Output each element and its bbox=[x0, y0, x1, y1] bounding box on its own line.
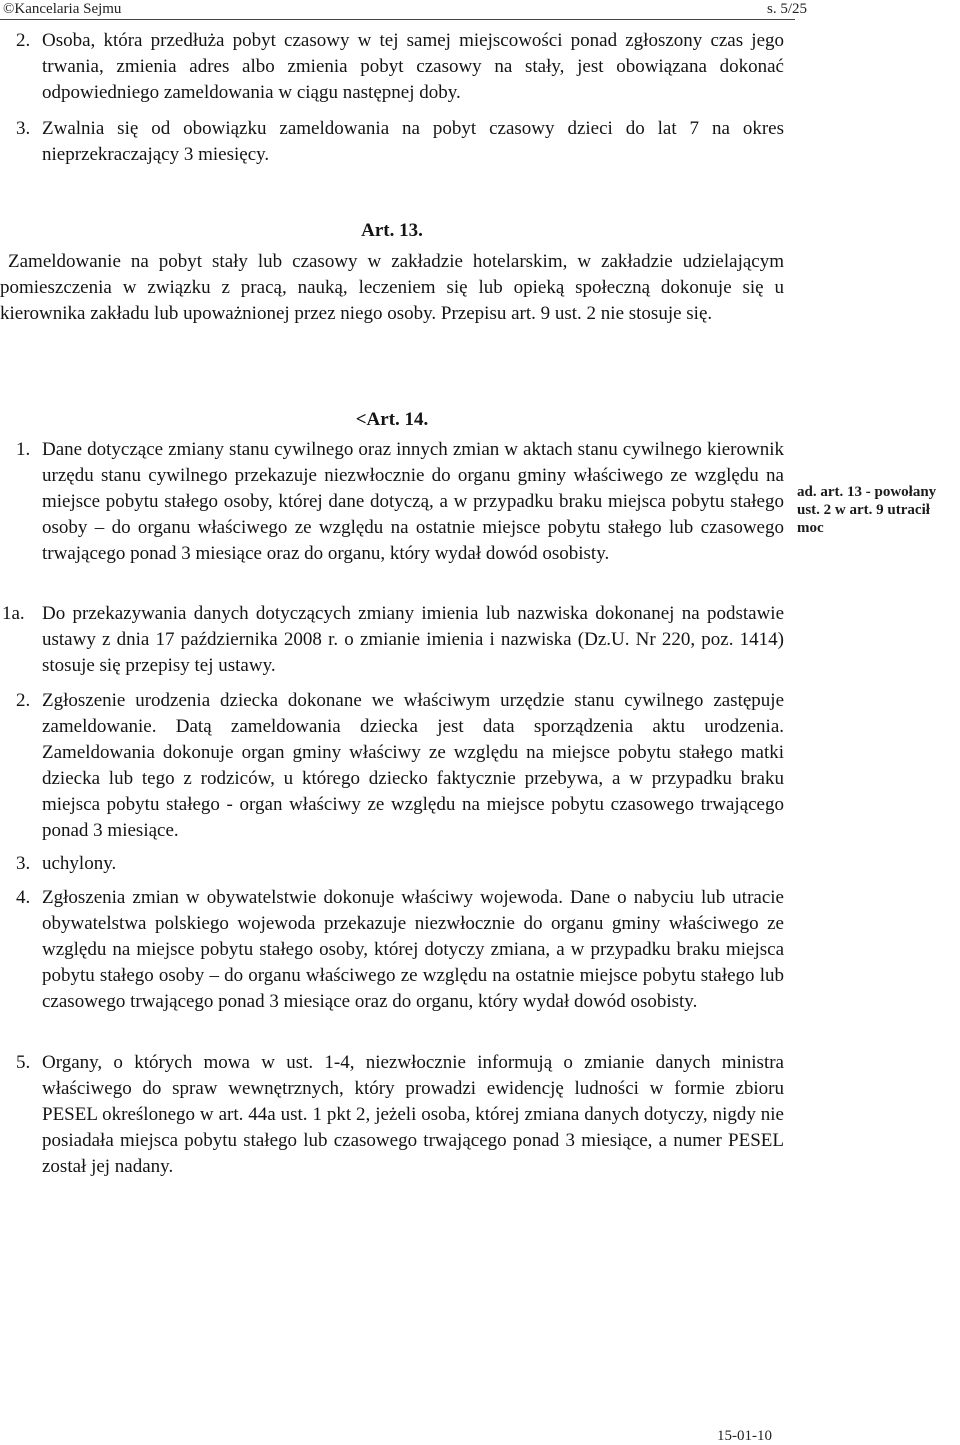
art14-paragraph-1a bbox=[2, 601, 784, 679]
art13-text: Zameldowanie na pobyt stały lub czasowy w zakładzie hotelarskim, w zakładzie udzielającym pomieszczenia w związku z pracą, nauką, leczeniem się lub opieką społeczną dokonuje się u kierownika zakładu lub upoważnionej przez niego osoby. Przepisu art. 9 ust. 2 nie stosuje się. bbox=[0, 251, 784, 324]
margin-note: ad. art. 13 - powołany ust. 2 w art. 9 utracił moc bbox=[797, 484, 937, 536]
paragraph-number: 2. bbox=[16, 690, 31, 711]
article-heading-13: Art. 13. bbox=[361, 220, 423, 241]
paragraph-text: Zgłoszenie urodzenia dziecka dokonane we właściwym urzędzie stanu cywilnego zastępuje zameldowanie. Datą zameldowania dziecka jest data sporządzenia aktu urodzenia. Zameldowania dokonuje organ gminy właściwy ze względu na miejsce pobytu stałego matki dziecka lub tego z rodziców, u którego dziecko faktycznie przebywa, a w przypadku braku miejsca pobytu stałego - organ właściwy ze względu na miejsce pobytu czasowego trwającego ponad 3 miesiące. bbox=[42, 690, 784, 841]
art14-paragraph-5 bbox=[16, 1050, 784, 1180]
art14-paragraph-3 bbox=[16, 851, 784, 877]
paragraph-text: Osoba, która przedłuża pobyt czasowy w tej samej miejscowości ponad zgłoszony czas jego trwania, zmienia adres albo zmienia pobyt czasowy na stały, jest obowiązana dokonać odpowiedniego zameldowania w ciągu następnej doby. bbox=[42, 30, 784, 103]
paragraph-text: Dane dotyczące zmiany stanu cywilnego oraz innych zmian w aktach stanu cywilnego kierownik urzędu stanu cywilnego przekazuje niezwłocznie do organu gminy właściwego ze względu na miejsce pobytu stałego osoby, której dane dotyczą, a w przypadku braku miejsca pobytu stałego osoby – do organu właściwego ze względu na ostatnie miejsce pobytu stałego lub czasowego trwającego ponad 3 miesiące oraz do organu, który wydał dowód osobisty. bbox=[42, 439, 784, 564]
art14-paragraph-1 bbox=[16, 437, 784, 567]
paragraph-number: 5. bbox=[16, 1052, 31, 1073]
paragraph-number: 1. bbox=[16, 439, 31, 460]
page-header bbox=[0, 0, 960, 22]
paragraph-number: 2. bbox=[16, 30, 31, 51]
art12-paragraph-2 bbox=[16, 28, 784, 106]
article-heading-14: <Art. 14. bbox=[355, 409, 429, 430]
art12-paragraph-3 bbox=[16, 116, 784, 168]
paragraph-text: Organy, o których mowa w ust. 1-4, niezwłocznie informują o zmianie danych ministra właściwego do spraw wewnętrznych, który prowadzi ewidencję ludności w formie zbioru PESEL określonego w art. 44a ust. 1 pkt 2, jeżeli osoba, której zmiana danych dotyczy, nigdy nie posiadała miejsca pobytu stałego lub czasowego trwającego ponad 3 miesiące, a numer PESEL został jej nadany. bbox=[42, 1052, 784, 1177]
art14-paragraph-2 bbox=[16, 688, 784, 844]
paragraph-number: 1a. bbox=[2, 603, 25, 624]
paragraph-text: Do przekazywania danych dotyczących zmiany imienia lub nazwiska dokonanej na podstawie ustawy z dnia 17 października 2008 r. o zmianie imienia i nazwiska (Dz.U. Nr 220, poz. 1414) stosuje się przepisy tej ustawy. bbox=[42, 603, 784, 676]
paragraph-number: 3. bbox=[16, 853, 31, 874]
source-label: ©Kancelaria Sejmu bbox=[3, 1, 122, 17]
paragraph-number: 4. bbox=[16, 887, 31, 908]
paragraph-text: Zgłoszenia zmian w obywatelstwie dokonuje właściwy wojewoda. Dane o nabyciu lub utracie obywatelstwa polskiego wojewoda przekazuje niezwłocznie do organu gminy właściwego ze względu na miejsce pobytu stałego osoby, której dotyczy zmiana, a w przypadku braku miejsca pobytu stałego osoby – do organu właściwego ze względu na ostatnie miejsce pobytu stałego lub czasowego trwającego ponad 3 miesiące oraz do organu, który wydał dowód osobisty. bbox=[42, 887, 784, 1012]
paragraph-text: uchylony. bbox=[42, 853, 117, 874]
page-number: s. 5/25 bbox=[767, 1, 808, 17]
art14-paragraph-4 bbox=[16, 885, 784, 1015]
paragraph-number: 3. bbox=[16, 118, 31, 139]
footer-date: 15-01-10 bbox=[717, 1428, 772, 1444]
paragraph-text: Zwalnia się od obowiązku zameldowania na pobyt czasowy dzieci do lat 7 na okres nieprzekraczający 3 miesięcy. bbox=[42, 118, 784, 165]
header-rule bbox=[0, 19, 795, 20]
